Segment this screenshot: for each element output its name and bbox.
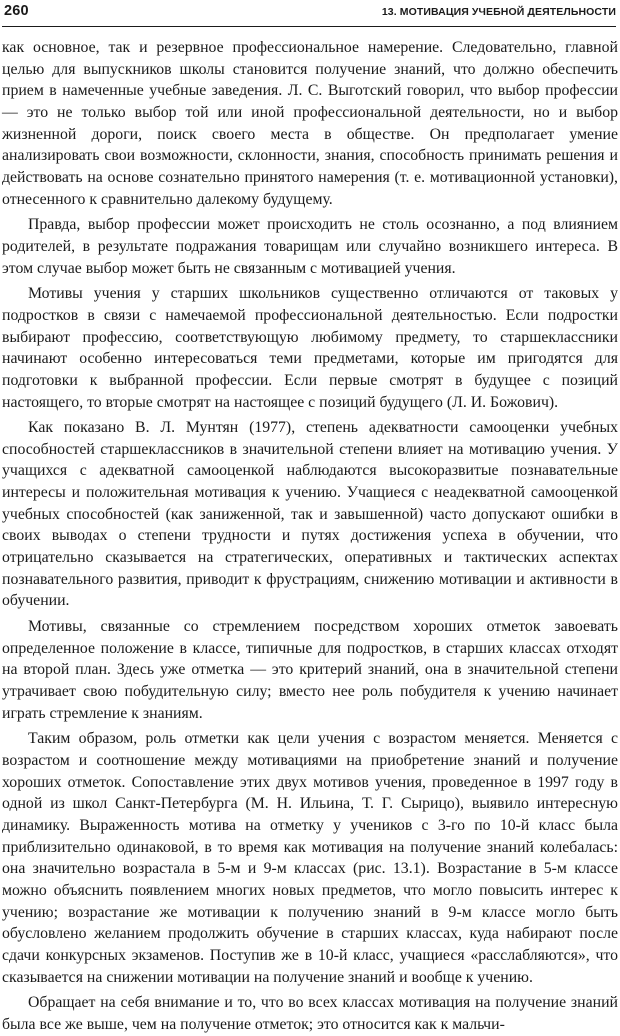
paragraph: как основное, так и резервное профессиональное намерение. Следовательно, главной целью для выпускников школы становится получение знаний, что должно обеспечить прием в намеченные учебные заведения. Л. С. Выготский говорил, что выбор профессии — это не только выбор той или иной профессиональной деятельности, но и выбор жизненной дороги, поиск своего места в обществе. Он предполагает умение анализировать свои возможности, склонности, знания, способность принимать решения и действовать на основе сознательно принятого намерения (т. е. мотивационной установки), отнесенного к сравнительно далекому будущему. xyxy=(2,39,618,208)
body-text xyxy=(2,37,618,1036)
paragraph: Мотивы, связанные со стремлением посредством хороших отметок завоевать определенное положение в классе, типичные для подростков, в старших классах отходят на второй план. Здесь уже отметка — это критерий знаний, она в значительной степени утрачивает свою побудительную силу; вместо нее роль побудителя к учению начинает играть стремление к знаниям. xyxy=(2,618,618,722)
paragraph: Таким образом, роль отметки как цели учения с возрастом меняется. Меняется с возрастом и соотношение между мотивациями на приобретение знаний и получение хороших отметок. Сопоставление этих двух мотивов учения, проведенное в 1997 году в одной из школ Санкт-Петербурга (М. Н. Ильина, Т. Г. Сырицо), выявило интересную динамику. Выраженность мотива на отметку у учеников с 3-го по 10-й класс была приблизительно одинаковой, в то время как мотивация на получение знаний колебалась: она значительно возрастала в 5-м и 9-м классах (рис. 13.1). Возрастание в 5-м классе можно объяснить появлением многих новых предметов, что могло повысить интерес к учению; возрастание же мотивации к получению знаний в 9-м классе могло быть обусловлено желанием продолжить обучение в старших классах, куда набирают после сдачи конкурсных экзаменов. Поступив же в 10-й класс, учащиеся «расслабляются», что сказывается на снижении мотивации на получение знаний и вообще к учению. xyxy=(2,730,618,986)
paragraph: Мотивы учения у старших школьников существенно отличаются от таковых у подростков в связи с намечаемой профессиональной деятельностью. Если подростки выбирают профессию, соответствующую любимому предмету, то старшеклассники начинают особенно интересоваться теми предметами, которые им пригодятся для подготовки к выбранной профессии. Если первые смотрят в будущее с позиций настоящего, то вторые смотрят на настоящее с позиций будущего (Л. И. Божович). xyxy=(2,285,618,411)
paragraph: Обращает на себя внимание и то, что во всех классах мотивация на получение знаний была все же выше, чем на получение отметок; это относится как к мальчи- xyxy=(2,994,618,1033)
page-number: 260 xyxy=(4,3,29,19)
page-header xyxy=(2,2,616,27)
running-head: 13. МОТИВАЦИЯ УЧЕБНОЙ ДЕЯТЕЛЬНОСТИ xyxy=(381,6,616,18)
paragraph: Как показано В. Л. Мунтян (1977), степень адекватности самооценки учебных способностей старшеклассников в значительной степени влияет на мотивацию учения. У учащихся с адекватной самооценкой наблюдаются высокоразвитые познавательные интересы и положительная мотивация к учению. Учащиеся с неадекватной самооценкой учебных способностей (как заниженной, так и завышенной) часто допускают ошибки в своих выводах о степени трудности и путях достижения успеха в обучении, что отрицательно сказывается на стратегических, оперативных и тактических аспектах познавательного развития, приводит к фрустрациям, снижению мотивации и активности в обучении. xyxy=(2,419,618,610)
paragraph: Правда, выбор профессии может происходить не столь осознанно, а под влиянием родителей, в результате подражания товарищам или случайно возникшего интереса. В этом случае выбор может быть не связанным с мотивацией учения. xyxy=(2,216,618,277)
